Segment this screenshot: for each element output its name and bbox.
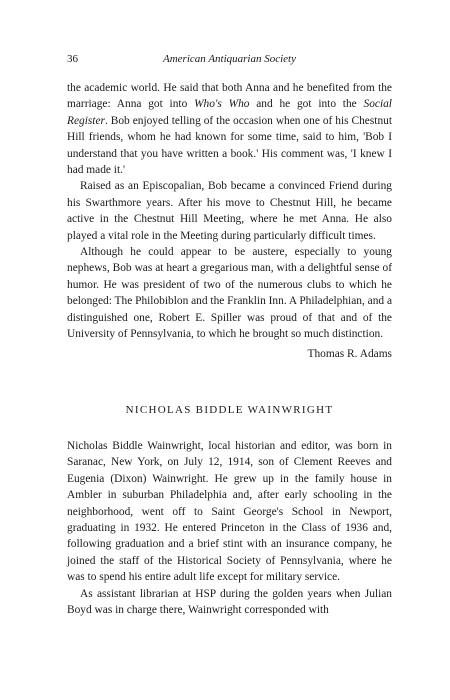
paragraph	[67, 80, 392, 178]
paragraph: Nicholas Biddle Wainwright, local historian and editor, was born in Saranac, New York, on July 12, 1914, son of Clement Reeves and Eugenia (Dixon) Wainwright. He grew up in the family house in Ambler in suburban Philadelphia and, after early schooling in the neighborhood, went off to Saint George's School in Newport, graduating in 1932. He entered Princeton in the Class of 1936 and, following graduation and a brief stint with an insurance company, he joined the staff of the Historical Society of Pennsylvania, where he was to spend his entire adult life except for military service.	[67, 440, 392, 584]
paragraph: As assistant librarian at HSP during the golden years when Julian Boyd was in charge there, Wainwright corresponded with	[67, 587, 392, 617]
text-run: . Bob enjoyed telling of the occasion when one of his Chestnut Hill friends, whom he had known for some time, said to him, 'Bob I understand that you have written a book.' His comment was, 'I knew I had made it.'	[67, 114, 392, 177]
paragraph: Raised as an Episcopalian, Bob became a convinced Friend during his Swarthmore years. After his move to Chestnut Hill, he became active in the Chestnut Hill Meeting, where he met Anna. He also played a vital role in the Meeting during particularly difficult times.	[67, 180, 392, 242]
italic-title: Social Register	[67, 98, 392, 127]
page-number: 36	[67, 53, 78, 65]
text-run: the academic world. He said that both Anna and he benefited from the marriage: Anna got into	[67, 82, 392, 111]
text-run: and he got into the	[249, 98, 364, 111]
running-title: American Antiquarian Society	[163, 53, 296, 65]
page-header	[67, 53, 392, 67]
memorial-body-wainwright	[67, 438, 392, 618]
paragraph: Although he could appear to be austere, especially to young nephews, Bob was at heart a gregarious man, with a delightful sense of humor. He was president of two of the numerous clubs to which he belonged: The Philobiblon and the Franklin Inn. A Philadelphian, and a distinguished one, Robert E. Spiller was proud of that and of the University of Pennsylvania, to which he brought so much distinction.	[67, 246, 393, 341]
memorial-heading: NICHOLAS BIDDLE WAINWRIGHT	[125, 404, 334, 416]
italic-title: Who's Who	[194, 98, 250, 111]
author-signature: Thomas R. Adams	[307, 348, 392, 360]
memorial-body-spiller	[67, 80, 392, 343]
